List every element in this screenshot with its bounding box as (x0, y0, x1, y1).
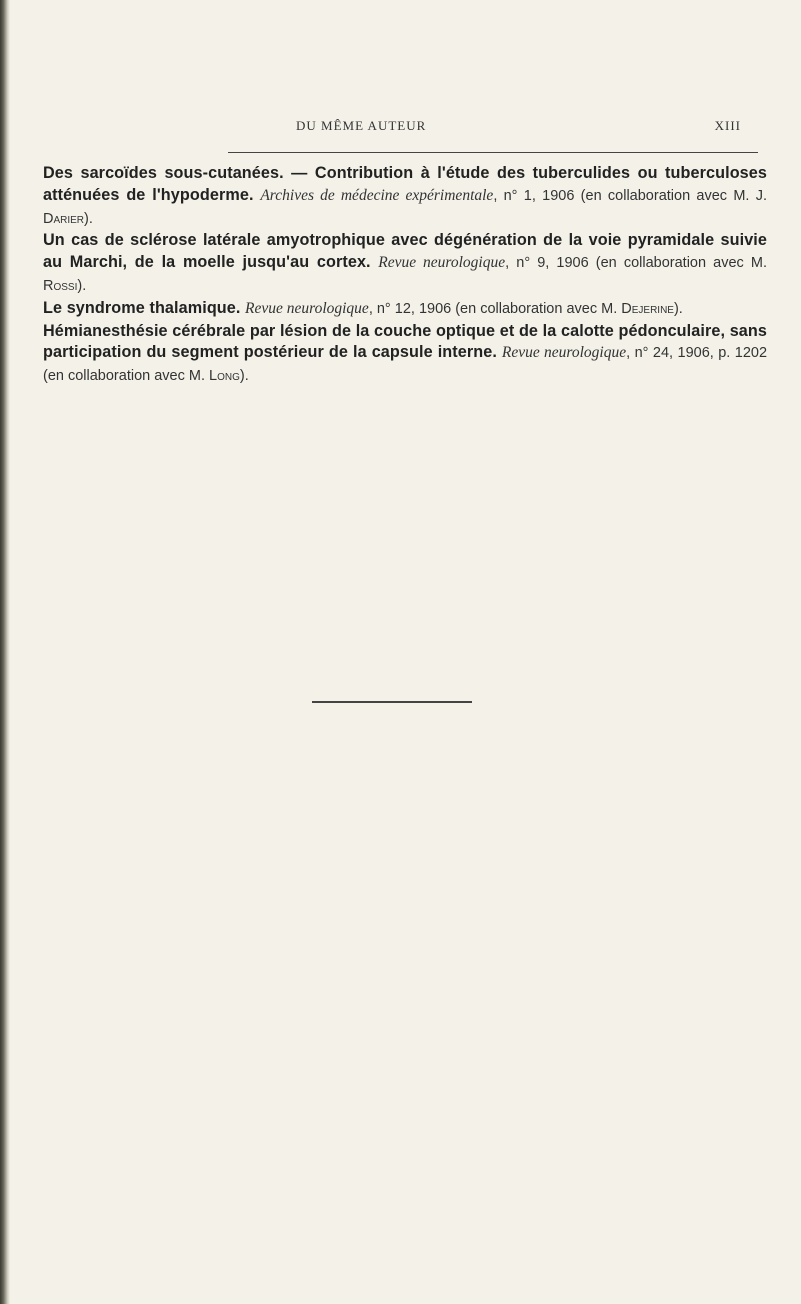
publication-entry (43, 230, 767, 297)
publication-list (43, 163, 767, 388)
entry-collaborator: Long (209, 368, 240, 385)
running-title: DU MÊME AUTEUR (296, 118, 427, 133)
entry-reference-end: ). (239, 368, 249, 385)
entry-reference: , n° 24, 1906, p. 1202 (en collaboration avec M. (43, 345, 768, 385)
entry-collaborator: Darier (43, 210, 85, 227)
header-rule (228, 152, 758, 153)
entry-reference-end: ). (84, 210, 93, 227)
entry-title: Le syndrome thalamique. (43, 298, 241, 317)
entry-title: Des sarcoïdes sous-cutanées. — Contribution à l'étude des tuberculides ou tuberculoses atténuées de l'hypoderme. (43, 164, 767, 204)
entry-reference-end: ). (673, 300, 683, 317)
entry-reference: , n° 1, 1906 (en collaboration avec M. J. (493, 187, 768, 204)
entry-reference-end: ). (77, 277, 87, 294)
publication-entry (43, 298, 767, 321)
publication-entry (43, 321, 767, 388)
page-number: XIII (714, 118, 741, 133)
publication-entry (43, 163, 767, 230)
entry-collaborator: Rossi (43, 277, 78, 294)
entry-reference: , n° 12, 1906 (en collaboration avec M. (368, 300, 622, 317)
entry-title: Un cas de sclérose latérale amyotrophique avec dégénération de la voie pyramidale suivie au Marchi, de la moelle jusqu'au cortex. (43, 231, 767, 272)
entry-journal: Revue neurologique (245, 299, 369, 317)
entry-journal: Revue neurologique (378, 254, 506, 272)
entry-title: Hémianesthésie cérébrale par lésion de la couche optique et de la calotte pédonculaire, sans participation du segment postérieur de la capsule interne. (43, 321, 767, 362)
entry-journal: Revue neurologique (501, 344, 627, 362)
page-binding-edge (0, 0, 10, 1304)
entry-journal: Archives de médecine expérimentale (260, 186, 494, 204)
end-rule (312, 701, 472, 703)
entry-collaborator: Dejerine (621, 300, 674, 317)
entry-reference: , n° 9, 1906 (en collaboration avec M. (505, 255, 767, 272)
